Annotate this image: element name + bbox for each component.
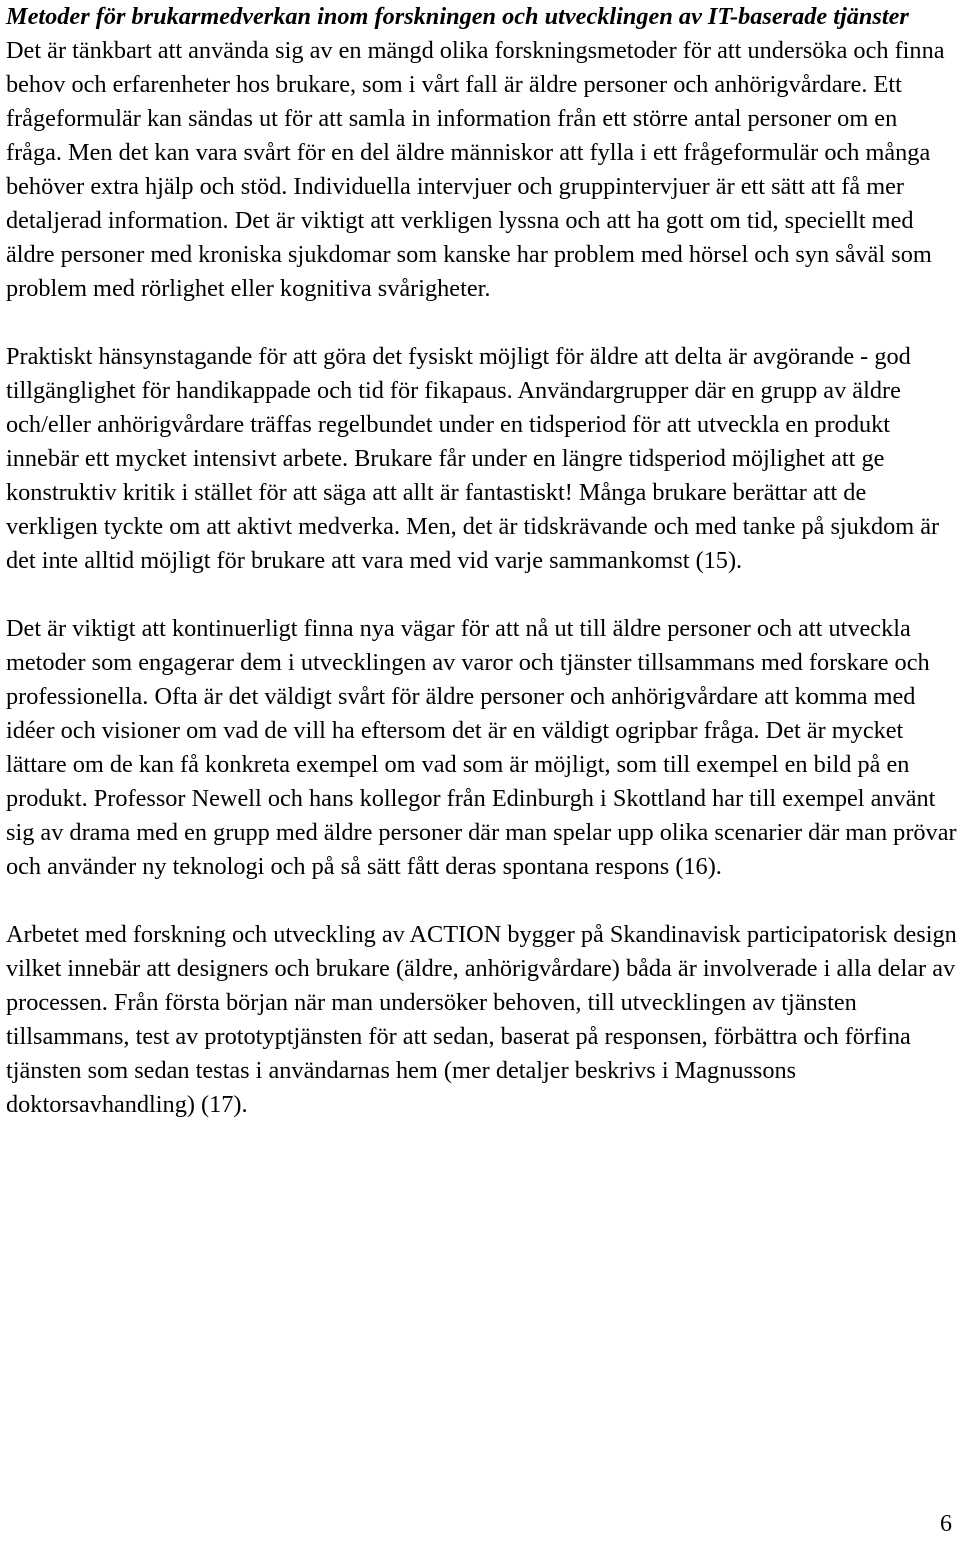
section-heading: Metoder för brukarmedverkan inom forskningen och utvecklingen av IT-baserade tjänster bbox=[6, 3, 909, 30]
document-page bbox=[6, 0, 958, 1122]
paragraph-research-methods: Det är tänkbart att använda sig av en mängd olika forskningsmetoder för att undersöka och finna behov och erfarenheter hos brukare, som i vårt fall är äldre personer och anhörigvårdare. Ett frågeformulär kan sändas ut för att samla in information från ett större antal personer om en fråga. Men det kan vara svårt för en del äldre människor att fylla i ett frågeformulär och många behöver extra hjälp och stöd. Individuella intervjuer och gruppintervjuer är ett sätt att få mer detaljerad information. Det är viktigt att verkligen lyssna och att ha gott om tid, speciellt med äldre personer med kroniska sjukdomar som kanske har problem med hörsel och syn såväl som problem med rörlighet eller kognitiva svårigheter. bbox=[6, 37, 945, 302]
paragraph-action-design: Arbetet med forskning och utveckling av ACTION bygger på Skandinavisk participatorisk design vilket innebär att designers och brukare (äldre, anhörigvårdare) båda är involverade i alla delar av processen. Från första början när man undersöker behoven, till utvecklingen av tjänsten tillsammans, test av prototyptjänsten för att sedan, baserat på responsen, förbättra och förfina tjänsten som sedan testas i användarnas hem (mer detaljer beskrivs i Magnussons doktorsavhandling) (17). bbox=[6, 921, 957, 1118]
paragraph-new-methods: Det är viktigt att kontinuerligt finna nya vägar för att nå ut till äldre personer och att utveckla metoder som engagerar dem i utvecklingen av varor och tjänster tillsammans med forskare och professionella. Ofta är det väldigt svårt för äldre personer och anhörigvårdare att komma med idéer och visioner om vad de vill ha eftersom det är en väldigt ogripbar fråga. Det är mycket lättare om de kan få konkreta exempel om vad som är möjligt, som till exempel en bild på en produkt. Professor Newell och hans kollegor från Edinburgh i Skottland har till exempel använt sig av drama med en grupp med äldre personer där man spelar upp olika scenarier där man prövar och använder ny teknologi och på så sätt fått deras spontana respons (16). bbox=[6, 615, 957, 880]
paragraph-gap bbox=[6, 306, 958, 340]
paragraph-gap bbox=[6, 578, 958, 612]
paragraph-gap bbox=[6, 884, 958, 918]
page-number: 6 bbox=[940, 1511, 952, 1537]
paragraph-practical-considerations: Praktiskt hänsynstagande för att göra det fysiskt möjligt för äldre att delta är avgörande - god tillgänglighet för handikappade och tid för fikapaus. Användargrupper där en grupp av äldre och/eller anhörigvårdare träffas regelbundet under en tidsperiod för att utveckla en produkt innebär ett mycket intensivt arbete. Brukare får under en längre tidsperiod möjlighet att ge konstruktiv kritik i stället för att säga att allt är fantastiskt! Många brukare berättar att de verkligen tyckte om att aktivt medverka. Men, det är tidskrävande och med tanke på sjukdom är det inte alltid möjligt för brukare att vara med vid varje sammankomst (15). bbox=[6, 343, 940, 574]
